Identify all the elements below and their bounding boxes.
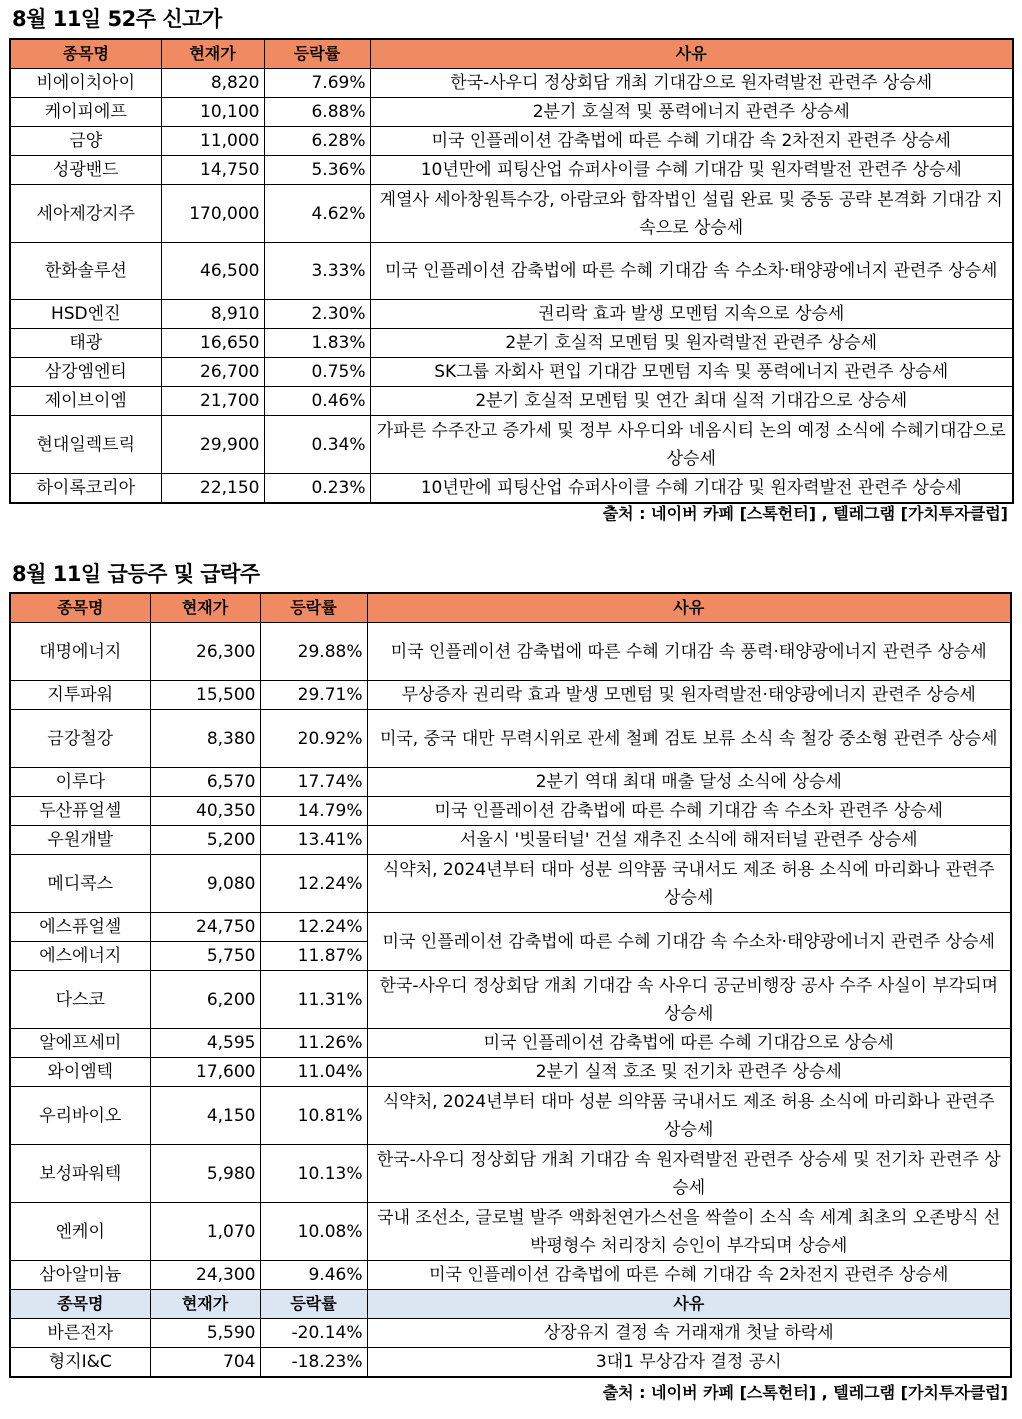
stock-reason: 10년만에 피팅산업 슈퍼사이클 수혜 기대감 및 원자력발전 관련주 상승세 [370, 474, 1013, 504]
stock-change: -20.14% [260, 1319, 367, 1348]
stock-name: 성광밴드 [10, 156, 161, 185]
stock-price: 21,700 [161, 387, 264, 416]
table-row [10, 1029, 1011, 1058]
stock-name: 형지I&C [10, 1348, 150, 1378]
stock-reason: 미국 인플레이션 감축법에 따른 수혜 기대감 속 2차전지 관련주 상승세 [367, 1261, 1011, 1290]
stock-name: 두산퓨얼셀 [10, 797, 150, 826]
table-row [10, 855, 1011, 913]
section2-title: 8월 11일 급등주 및 급락주 [12, 562, 260, 586]
stock-change: 11.26% [260, 1029, 367, 1058]
stock-price: 5,590 [150, 1319, 260, 1348]
stock-reason: 상장유지 결정 속 거래재개 첫날 하락세 [367, 1319, 1011, 1348]
table-row [10, 1261, 1011, 1290]
stock-change: 1.83% [264, 329, 370, 358]
stock-price: 24,300 [150, 1261, 260, 1290]
stock-change: 14.79% [260, 797, 367, 826]
stock-price: 5,980 [150, 1145, 260, 1203]
stock-change: 0.23% [264, 474, 370, 504]
stock-name: 케이피에프 [10, 98, 161, 127]
stock-name: 우리바이오 [10, 1087, 150, 1145]
stock-reason: 2분기 호실적 및 풍력에너지 관련주 상승세 [370, 98, 1013, 127]
stock-reason: 가파른 수주잔고 증가세 및 정부 사우디와 네옴시티 논의 예정 소식에 수혜기대감으로 상승세 [370, 416, 1013, 474]
table-row [10, 1203, 1011, 1261]
stock-price: 5,200 [150, 826, 260, 855]
stock-price: 15,500 [150, 681, 260, 710]
table-row [10, 69, 1013, 98]
stock-reason: 무상증자 권리락 효과 발생 모멘텀 및 원자력발전·태양광에너지 관련주 상승세 [367, 681, 1011, 710]
stock-change: 29.88% [260, 623, 367, 681]
stock-price: 6,200 [150, 971, 260, 1029]
stock-reason: 미국 인플레이션 감축법에 따른 수혜 기대감 속 수소차·태양광에너지 관련주 상승세 [367, 913, 1011, 971]
stock-price: 10,100 [161, 98, 264, 127]
stock-change: 11.04% [260, 1058, 367, 1087]
stock-price: 704 [150, 1348, 260, 1378]
col-header-name: 종목명 [10, 593, 150, 623]
stock-name: 태광 [10, 329, 161, 358]
stock-reason: 2분기 호실적 모멘텀 및 연간 최대 실적 기대감으로 상승세 [370, 387, 1013, 416]
stock-reason: 권리락 효과 발생 모멘텀 지속으로 상승세 [370, 300, 1013, 329]
stock-price: 4,150 [150, 1087, 260, 1145]
stock-reason: 2분기 실적 호조 및 전기차 관련주 상승세 [367, 1058, 1011, 1087]
stock-name: 하이록코리아 [10, 474, 161, 504]
stock-reason: 미국 인플레이션 감축법에 따른 수혜 기대감 속 수소차·태양광에너지 관련주 상승세 [370, 243, 1013, 300]
stock-name: 에스에너지 [10, 942, 150, 971]
stock-name: 비에이치아이 [10, 69, 161, 98]
stock-name: 다스코 [10, 971, 150, 1029]
stock-name: 알에프세미 [10, 1029, 150, 1058]
stock-change: 4.62% [264, 185, 370, 243]
stock-price: 11,000 [161, 127, 264, 156]
stock-reason: 국내 조선소, 글로벌 발주 액화천연가스선을 싹쓸이 소식 속 세계 최초의 오존방식 선박평형수 처리장치 승인이 부각되며 상승세 [367, 1203, 1011, 1261]
stock-change: -18.23% [260, 1348, 367, 1378]
stock-name: 현대일렉트릭 [10, 416, 161, 474]
table-row [10, 710, 1011, 768]
stock-price: 8,910 [161, 300, 264, 329]
stock-reason: 2분기 호실적 모멘텀 및 원자력발전 관련주 상승세 [370, 329, 1013, 358]
stock-name: 우원개발 [10, 826, 150, 855]
table-row [10, 623, 1011, 681]
stock-price: 6,570 [150, 768, 260, 797]
stock-name: 삼아알미늄 [10, 1261, 150, 1290]
stock-reason: 한국-사우디 정상회담 개최 기대감 속 사우디 공군비행장 공사 수주 사실이 부각되며 상승세 [367, 971, 1011, 1029]
stock-change: 11.87% [260, 942, 367, 971]
stock-reason: 미국 인플레이션 감축법에 따른 수혜 기대감 속 수소차 관련주 상승세 [367, 797, 1011, 826]
table-row [10, 797, 1011, 826]
stock-reason: 계열사 세아창원특수강, 아람코와 합작법인 설립 완료 및 중동 공략 본격화 기대감 지속으로 상승세 [370, 185, 1013, 243]
stock-reason: 미국 인플레이션 감축법에 따른 수혜 기대감으로 상승세 [367, 1029, 1011, 1058]
stock-reason: 미국, 중국 대만 무력시위로 관세 철폐 검토 보류 소식 속 철강 중소형 관련주 상승세 [367, 710, 1011, 768]
stock-price: 22,150 [161, 474, 264, 504]
table-row [10, 1058, 1011, 1087]
stock-change: 29.71% [260, 681, 367, 710]
table-row [10, 300, 1013, 329]
col-header-change: 등락률 [260, 1290, 367, 1319]
table-row [10, 826, 1011, 855]
stock-name: 이루다 [10, 768, 150, 797]
table-row [10, 358, 1013, 387]
stock-name: HSD엔진 [10, 300, 161, 329]
stock-change: 12.24% [260, 855, 367, 913]
stock-change: 10.13% [260, 1145, 367, 1203]
col-header-change: 등락률 [264, 39, 370, 69]
stock-change: 20.92% [260, 710, 367, 768]
table-row [10, 681, 1011, 710]
stock-reason: 2분기 역대 최대 매출 달성 소식에 상승세 [367, 768, 1011, 797]
stock-reason: 한국-사우디 정상회담 개최 기대감으로 원자력발전 관련주 상승세 [370, 69, 1013, 98]
col-header-reason: 사유 [367, 1290, 1011, 1319]
stock-price: 5,750 [150, 942, 260, 971]
table-row [10, 1087, 1011, 1145]
stock-change: 9.46% [260, 1261, 367, 1290]
stock-change: 7.69% [264, 69, 370, 98]
stock-reason: 3대1 무상감자 결정 공시 [367, 1348, 1011, 1378]
stock-change: 2.30% [264, 300, 370, 329]
stock-change: 10.81% [260, 1087, 367, 1145]
stock-change: 3.33% [264, 243, 370, 300]
stock-name: 금강철강 [10, 710, 150, 768]
stock-price: 46,500 [161, 243, 264, 300]
table-row [10, 329, 1013, 358]
stock-name: 대명에너지 [10, 623, 150, 681]
table-row [10, 243, 1013, 300]
stock-name: 금양 [10, 127, 161, 156]
col-header-price: 현재가 [150, 593, 260, 623]
stock-change: 0.34% [264, 416, 370, 474]
source-credit: 출처 : 네이버 카페 [스톡헌터] , 텔레그램 [가치투자클럽] [602, 1383, 1008, 1402]
stock-change: 17.74% [260, 768, 367, 797]
stock-price: 1,070 [150, 1203, 260, 1261]
stock-name: 세아제강지주 [10, 185, 161, 243]
surge-plunge-table [9, 592, 1012, 1378]
stock-reason: 미국 인플레이션 감축법에 따른 수혜 기대감 속 풍력·태양광에너지 관련주 상승세 [367, 623, 1011, 681]
stock-change: 6.88% [264, 98, 370, 127]
stock-name: 제이브이엠 [10, 387, 161, 416]
stock-reason: 서울시 '빗물터널' 건설 재추진 소식에 해저터널 관련주 상승세 [367, 826, 1011, 855]
stock-price: 8,380 [150, 710, 260, 768]
stock-price: 40,350 [150, 797, 260, 826]
stock-name: 엔케이 [10, 1203, 150, 1261]
table-row [10, 1145, 1011, 1203]
col-header-name: 종목명 [10, 39, 161, 69]
stock-change: 12.24% [260, 913, 367, 942]
table-row [10, 127, 1013, 156]
stock-price: 26,300 [150, 623, 260, 681]
stock-price: 170,000 [161, 185, 264, 243]
stock-change: 10.08% [260, 1203, 367, 1261]
table-row [10, 768, 1011, 797]
stock-price: 17,600 [150, 1058, 260, 1087]
table-row [10, 416, 1013, 474]
section1-title: 8월 11일 52주 신고가 [12, 7, 222, 31]
stock-reason: SK그룹 자회사 편입 기대감 모멘텀 지속 및 풍력에너지 관련주 상승세 [370, 358, 1013, 387]
stock-change: 0.46% [264, 387, 370, 416]
col-header-price: 현재가 [150, 1290, 260, 1319]
stock-name: 보성파워텍 [10, 1145, 150, 1203]
col-header-price: 현재가 [161, 39, 264, 69]
table-row [10, 185, 1013, 243]
stock-name: 메디콕스 [10, 855, 150, 913]
stock-reason: 식약처, 2024년부터 대마 성분 의약품 국내서도 제조 허용 소식에 마리화나 관련주 상승세 [367, 855, 1011, 913]
stock-change: 6.28% [264, 127, 370, 156]
table-row [10, 387, 1013, 416]
fall-header-row [10, 1290, 1011, 1319]
stock-change: 13.41% [260, 826, 367, 855]
stock-name: 삼강엠엔티 [10, 358, 161, 387]
col-header-name: 종목명 [10, 1290, 150, 1319]
stock-change: 0.75% [264, 358, 370, 387]
stock-name: 한화솔루션 [10, 243, 161, 300]
stock-price: 9,080 [150, 855, 260, 913]
col-header-reason: 사유 [367, 593, 1011, 623]
stock-reason: 한국-사우디 정상회담 개최 기대감 속 원자력발전 관련주 상승세 및 전기차 관련주 상승세 [367, 1145, 1011, 1203]
table-row [10, 913, 1011, 942]
table-header-row [10, 593, 1011, 623]
stock-price: 26,700 [161, 358, 264, 387]
table-row [10, 156, 1013, 185]
table-header-row [10, 39, 1013, 69]
stock-price: 8,820 [161, 69, 264, 98]
col-header-change: 등락률 [260, 593, 367, 623]
stock-name: 지투파워 [10, 681, 150, 710]
table-row [10, 474, 1013, 504]
stock-name: 바른전자 [10, 1319, 150, 1348]
stock-price: 4,595 [150, 1029, 260, 1058]
table-row [10, 971, 1011, 1029]
stock-reason: 미국 인플레이션 감축법에 따른 수혜 기대감 속 2차전지 관련주 상승세 [370, 127, 1013, 156]
stock-change: 5.36% [264, 156, 370, 185]
table-row [10, 1319, 1011, 1348]
table-row [10, 1348, 1011, 1378]
high-52w-table [9, 38, 1014, 504]
stock-price: 14,750 [161, 156, 264, 185]
source-credit: 출처 : 네이버 카페 [스톡헌터] , 텔레그램 [가치투자클럽] [602, 504, 1008, 523]
stock-name: 와이엠텍 [10, 1058, 150, 1087]
stock-reason: 식약처, 2024년부터 대마 성분 의약품 국내서도 제조 허용 소식에 마리화나 관련주 상승세 [367, 1087, 1011, 1145]
stock-name: 에스퓨얼셀 [10, 913, 150, 942]
col-header-reason: 사유 [370, 39, 1013, 69]
stock-price: 16,650 [161, 329, 264, 358]
stock-change: 11.31% [260, 971, 367, 1029]
stock-price: 24,750 [150, 913, 260, 942]
stock-price: 29,900 [161, 416, 264, 474]
stock-reason: 10년만에 피팅산업 슈퍼사이클 수혜 기대감 및 원자력발전 관련주 상승세 [370, 156, 1013, 185]
table-row [10, 98, 1013, 127]
